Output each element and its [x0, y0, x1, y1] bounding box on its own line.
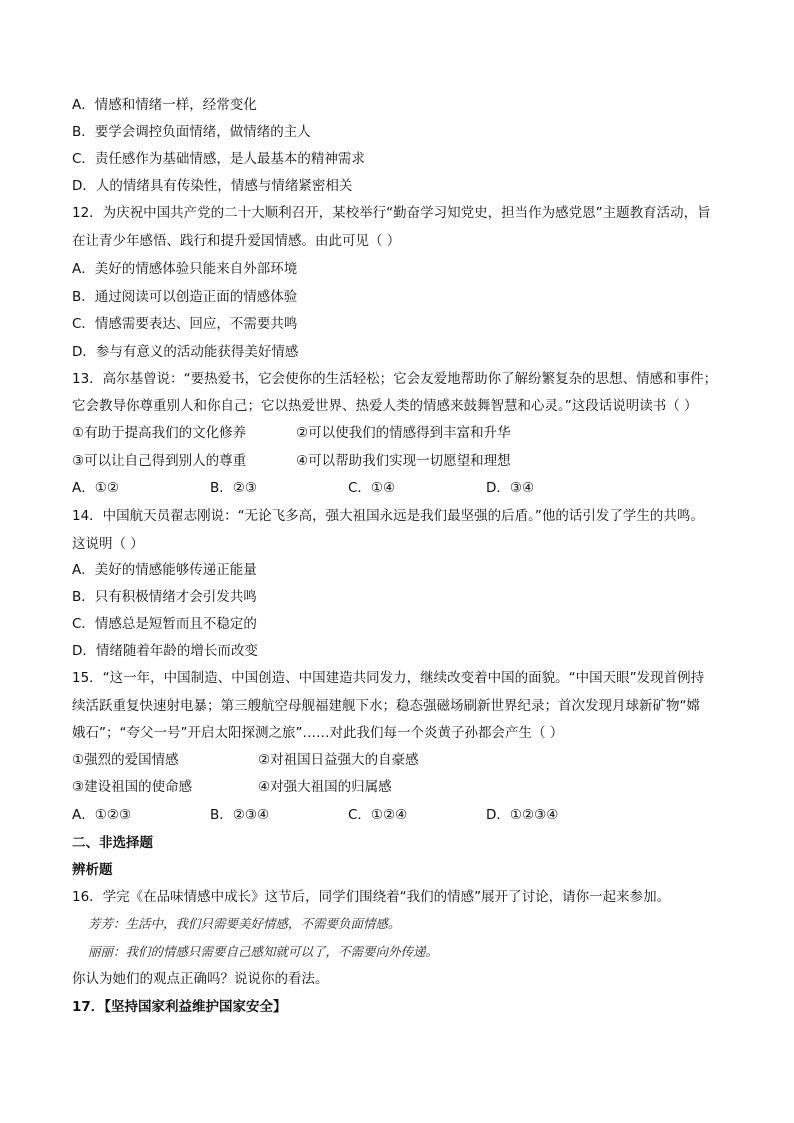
q15-option-b: B．②③④: [210, 807, 270, 823]
section-heading: 二、非选择题: [72, 835, 153, 851]
q14-stem-line-2: 这说明（ ）: [72, 536, 144, 552]
q13-option-c: C．①④: [348, 480, 396, 496]
q12-option-b: B．通过阅读可以创造正面的情感体验: [72, 289, 298, 305]
q12-option-d: D．参与有意义的活动能获得美好情感: [72, 344, 299, 360]
q12-option-c: C．情感需要表达、回应，不需要共鸣: [72, 316, 298, 332]
q11-option-a: A．情感和情绪一样，经常变化: [72, 97, 257, 113]
q14-option-b: B．只有积极情绪才会引发共鸣: [72, 589, 257, 605]
q16-quote-lili: 丽丽：我们的情感只需要自己感知就可以了，不需要向外传递。: [88, 944, 439, 959]
q13-option-b: B．②③: [210, 480, 257, 496]
q11-option-b: B．要学会调控负面情绪，做情绪的主人: [72, 124, 311, 140]
q16-stem: 16．学完《在品味情感中成长》这节后，同学们围绕着“我们的情感”展开了讨论，请你一起来参加。: [72, 889, 671, 905]
q15-item-3: ③建设祖国的使命感: [72, 779, 193, 795]
section-subheading: 辨析题: [72, 862, 113, 878]
q13-stem-line-1: 13．高尔基曾说：“要热爱书，它会使你的生活轻松；它会友爱地帮助你了解纷繁复杂的思想、情感和事件；: [72, 371, 718, 387]
q13-item-3: ③可以让自己得到别人的尊重: [72, 453, 247, 469]
q13-stem-line-2: 它会教导你尊重别人和你自己；它以热爱世界、热爱人类的情感来鼓舞智慧和心灵。”这段话说明读书（ ）: [72, 398, 698, 414]
q15-stem-line-1: 15．“这一年，中国制造、中国创造、中国建造共同发力，继续改变着中国的面貌。“中国天眼”发现首例持: [72, 670, 705, 686]
q17-title: 17．【坚持国家利益维护国家安全】: [72, 999, 287, 1015]
q13-option-d: D．③④: [486, 480, 535, 496]
q15-option-d: D．①②③④: [486, 807, 559, 823]
q13-option-a: A．①②: [72, 480, 119, 496]
q15-option-c: C．①②④: [348, 807, 408, 823]
q13-item-2: ②可以使我们的情感得到丰富和升华: [296, 425, 511, 441]
q15-stem-line-3: 娥石”；“夸父一号”开启太阳探测之旅”……对此我们每一个炎黄子孙都会产生（ ）: [72, 725, 564, 741]
q15-item-1: ①强烈的爱国情感: [72, 752, 179, 768]
q15-item-4: ④对强大祖国的归属感: [258, 779, 392, 795]
q12-stem-line-2: 在让青少年感悟、践行和提升爱国情感。由此可见（ ）: [72, 233, 401, 249]
q13-item-4: ④可以帮助我们实现一切愿望和理想: [296, 453, 511, 469]
q14-stem-line-1: 14．中国航天员翟志刚说：“无论飞多高，强大祖国永远是我们最坚强的后盾。”他的话引发了学生的共鸣。: [72, 508, 704, 524]
q11-option-d: D．人的情绪具有传染性，情感与情绪紧密相关: [72, 178, 353, 194]
q12-stem-line-1: 12．为庆祝中国共产党的二十大顺利召开，某校举行“勤奋学习知党史，担当作为感党恩”主题教育活动，旨: [72, 205, 711, 221]
q13-item-1: ①有助于提高我们的文化修养: [72, 425, 247, 441]
q15-option-a: A．①②③: [72, 807, 132, 823]
q16-quote-fangfang: 芳芳：生活中，我们只需要美好情感，不需要负面情感。: [88, 916, 401, 931]
q14-option-d: D．情绪随着年龄的增长而改变: [72, 643, 258, 659]
q15-stem-line-2: 续活跃重复快速射电暴；第三艘航空母舰福建舰下水；稳态强磁场刷新世界纪录；首次发现月球新矿物“嫦: [72, 698, 700, 714]
q14-option-c: C．情感总是短暂而且不稳定的: [72, 616, 257, 632]
q14-option-a: A．美好的情感能够传递正能量: [72, 562, 257, 578]
q11-option-c: C．责任感作为基础情感，是人最基本的精神需求: [72, 151, 365, 167]
q16-question: 你认为她们的观点正确吗？说说你的看法。: [72, 971, 329, 987]
q12-option-a: A．美好的情感体验只能来自外部环境: [72, 261, 298, 277]
q15-item-2: ②对祖国日益强大的自豪感: [258, 752, 419, 768]
